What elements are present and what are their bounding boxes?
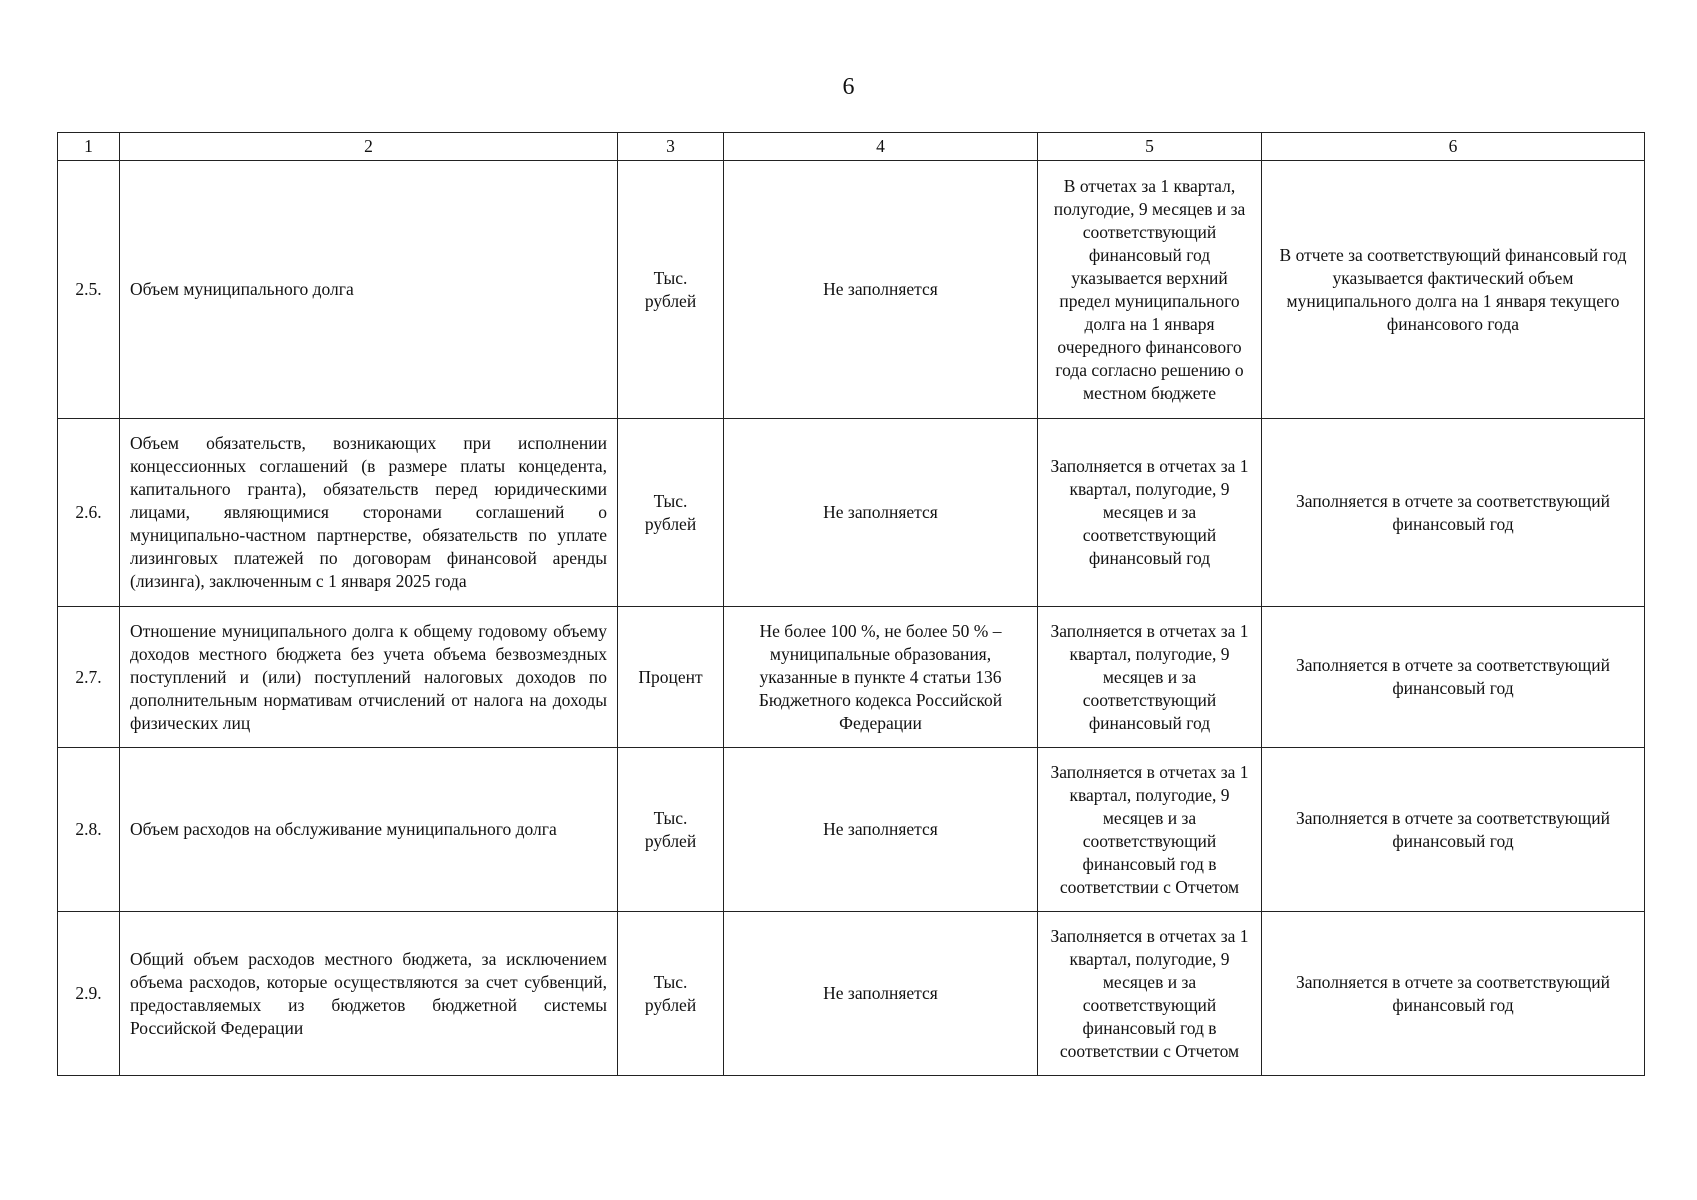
table-row (58, 748, 1645, 912)
annual-report-note: В отчете за соответствующий финансовый год указывается фактический объем муниципального долга на 1 января текущего финансового года (1262, 161, 1645, 419)
unit-of-measure: Процент (618, 607, 724, 748)
annual-report-note: Заполняется в отчете за соответствующий финансовый год (1262, 419, 1645, 607)
unit-of-measure: Тыс. рублей (618, 748, 724, 912)
unit-of-measure: Тыс. рублей (618, 912, 724, 1076)
page-number: 6 (842, 74, 855, 100)
table-header-row (58, 133, 1645, 161)
quarterly-report-note: Заполняется в отчетах за 1 квартал, полугодие, 9 месяцев и за соответствующий финансовый год (1038, 419, 1262, 607)
indicator-name: Общий объем расходов местного бюджета, за исключением объема расходов, которые осуществляются за счет субвенций, предоставляемых из бюджетов бюджетной системы Российской Федерации (120, 912, 618, 1076)
limit-value: Не более 100 %, не более 50 % – муниципальные образования, указанные в пункте 4 статьи 136 Бюджетного кодекса Российской Федерации (724, 607, 1038, 748)
table-row (58, 419, 1645, 607)
column-header-3: 3 (618, 133, 724, 161)
indicator-name: Объем муниципального долга (120, 161, 618, 419)
column-header-6: 6 (1262, 133, 1645, 161)
row-number: 2.8. (58, 748, 120, 912)
quarterly-report-note: В отчетах за 1 квартал, полугодие, 9 месяцев и за соответствующий финансовый год указывается верхний предел муниципального долга на 1 января очередного финансового года согласно решению о местном бюджете (1038, 161, 1262, 419)
table-row (58, 912, 1645, 1076)
annual-report-note: Заполняется в отчете за соответствующий финансовый год (1262, 912, 1645, 1076)
row-number: 2.5. (58, 161, 120, 419)
table-row (58, 607, 1645, 748)
indicator-name: Объем расходов на обслуживание муниципального долга (120, 748, 618, 912)
limit-value: Не заполняется (724, 912, 1038, 1076)
indicator-name: Отношение муниципального долга к общему годовому объему доходов местного бюджета без учета объема безвозмездных поступлений и (или) поступлений налоговых доходов по дополнительным нормативам отчислений от налога на доходы физических лиц (120, 607, 618, 748)
indicator-name: Объем обязательств, возникающих при исполнении концессионных соглашений (в размере платы концедента, капитального гранта), обязательств перед юридическими лицами, являющимися сторонами соглашений о муниципально-частном партнерстве, обязательств по уплате лизинговых платежей по договорам финансовой аренды (лизинга), заключенным с 1 января 2025 года (120, 419, 618, 607)
column-header-4: 4 (724, 133, 1038, 161)
column-header-5: 5 (1038, 133, 1262, 161)
indicators-table (57, 132, 1645, 1076)
row-number: 2.9. (58, 912, 120, 1076)
row-number: 2.6. (58, 419, 120, 607)
table-row (58, 161, 1645, 419)
limit-value: Не заполняется (724, 161, 1038, 419)
row-number: 2.7. (58, 607, 120, 748)
quarterly-report-note: Заполняется в отчетах за 1 квартал, полугодие, 9 месяцев и за соответствующий финансовый год в соответствии с Отчетом (1038, 748, 1262, 912)
quarterly-report-note: Заполняется в отчетах за 1 квартал, полугодие, 9 месяцев и за соответствующий финансовый год (1038, 607, 1262, 748)
limit-value: Не заполняется (724, 748, 1038, 912)
unit-of-measure: Тыс. рублей (618, 419, 724, 607)
unit-of-measure: Тыс. рублей (618, 161, 724, 419)
column-header-1: 1 (58, 133, 120, 161)
column-header-2: 2 (120, 133, 618, 161)
quarterly-report-note: Заполняется в отчетах за 1 квартал, полугодие, 9 месяцев и за соответствующий финансовый год в соответствии с Отчетом (1038, 912, 1262, 1076)
annual-report-note: Заполняется в отчете за соответствующий финансовый год (1262, 607, 1645, 748)
annual-report-note: Заполняется в отчете за соответствующий финансовый год (1262, 748, 1645, 912)
limit-value: Не заполняется (724, 419, 1038, 607)
